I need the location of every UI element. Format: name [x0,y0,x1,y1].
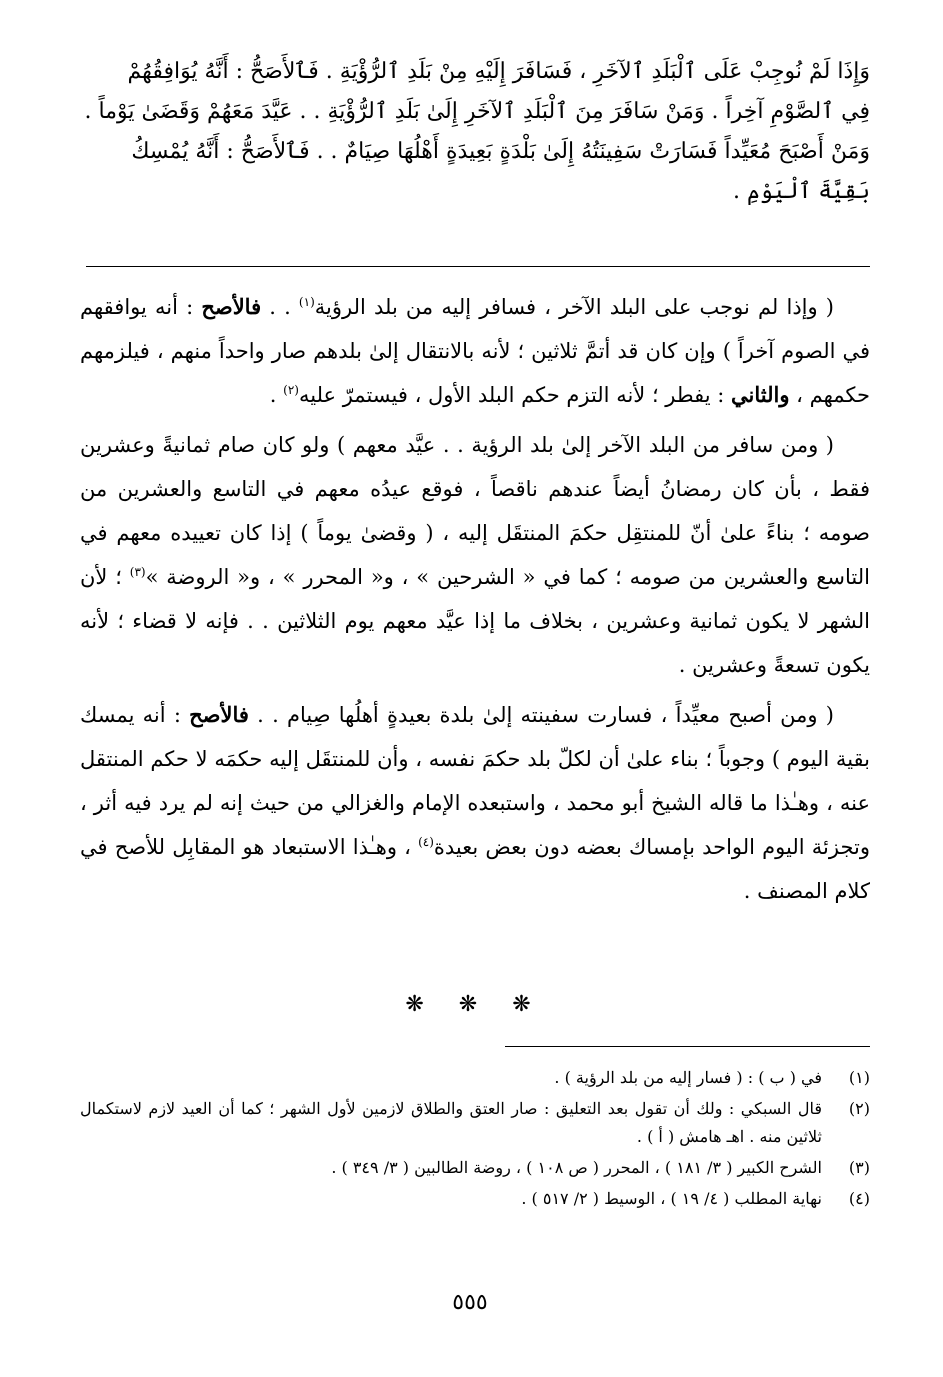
footnote-number: (١) [848,1068,870,1087]
footnote-ref-1[interactable]: (١) [298,295,315,309]
footnotes [80,1064,870,1216]
bold-term: والثاني [731,382,790,407]
main-text-line-3: وَمَنْ أَصْبَحَ مُعَيِّداً فَسَارَتْ سَفِينَتُهُ إِلَىٰ بَلْدَةٍ بَعِيدَةٍ أَهْلُهَا صِيَامٌ . . فَٱلأَصَحُّ : أَنَّهُ يُمْسِكُ [131,139,870,164]
commentary-paragraph-1 [80,285,870,417]
main-text-line-4: بَقِيَّةَ ٱلْيَوْمِ . [733,179,870,204]
text-span: ( ومن سافر من البلد الآخر إلىٰ بلد الرؤية . . عيَّد معهم ) ولو كان صام ثمانيةً وعشرين فقط ، بأن كان رمضانُ أيضاً عندهم ناقصاً ، فوقع عيدُه معهم في التاسع والعشرين من صومه ؛ بناءً علىٰ أنّ للمنتقِل حكمَ المنتقَل إليه ، ( وقضىٰ يوماً ) إذا كان تعييده معهم في التاسع والعشرين من صومه ؛ كما في « الشرحين » ، و« المحرر » ، و« الروضة » [80,433,870,589]
footnote-3 [80,1154,870,1182]
text-span: : أنه يمسك بقية اليوم ) وجوباً ؛ بناء علىٰ أن لكلّ بلد حكمَ نفسه ، وأن للمنتقَل إليه حكمَه لا حكم المنتقل عنه ، وهـٰذا ما قاله الشيخ أبو محمد ، واستبعده الإمام والغزالي من حيث إنه لم يرد فيه أثر ، وتجزئة اليوم الواحد بإمساك بعضه دون بعض بعيدة [80,703,870,859]
footnote-text: في ( ب ) : ( فسار إليه من بلد الرؤية ) . [554,1068,822,1087]
main-text-line-1: وَإِذَا لَمْ نُوجِبْ عَلَى ٱلْبَلَدِ ٱلآخَرِ ، فَسَافَرَ إِلَيْهِ مِنْ بَلَدِ ٱلرُّؤْيَةِ . فَٱلأَصَحُّ : أَنَّهُ يُوَافِقُهُمْ [127,59,870,84]
footnote-number: (٢) [848,1099,870,1118]
text-span: ( وإذا لم نوجب على البلد الآخر ، فسافر إليه من بلد الرؤية [314,295,834,319]
text-span: : أنه يوافقهم في الصوم آخراً ) وإن كان قد أتمَّ ثلاثين ؛ لأنه بالانتقال إلىٰ بلدهم صار واحداً منهم ، فيلزمهم حكمهم ، [80,295,870,407]
footnote-ref-4[interactable]: (٤) [418,835,434,849]
bold-term: فالأصح [201,294,262,319]
page-number: ٥٥٥ [452,1290,488,1315]
footnote-ref-2[interactable]: (٢) [283,383,299,397]
text-span: : يفطر ؛ لأنه التزم حكم البلد الأول ، فيستمرّ عليه [298,383,732,407]
commentary-paragraph-2 [80,423,870,687]
footnote-4 [80,1185,870,1213]
footnote-2 [80,1095,870,1151]
footnote-text: قال السبكي : ولك أن تقول بعد التعليق : صار العتق والطلاق لازمين لأول الشهر ؛ كما أن العيد لازم لاستكمال ثلاثين منه . اهـ هامش ( أ ) . [80,1099,823,1146]
bold-term: فالأصح [189,702,249,727]
main-text-line-2: فِي ٱلصَّوْمِ آخِراً . وَمَنْ سَافَرَ مِنَ ٱلْبَلَدِ ٱلآخَرِ إِلَىٰ بَلَدِ ٱلرُّؤْيَةِ . . عَيَّدَ مَعَهُمْ وَقَضَىٰ يَوْماً . [84,99,870,124]
commentary-divider [86,266,870,267]
commentary-paragraph-3 [80,693,870,913]
text-span: ؛ لأن الشهر لا يكون ثمانية وعشرين ، بخلاف ما إذا عيَّد معهم يوم الثلاثين . . فإنه لا قضاء ؛ لأنه يكون تسعةً وعشرين . [80,565,870,677]
section-separator-stars: ❋ ❋ ❋ [405,992,545,1017]
footnote-ref-3[interactable]: (٣) [129,565,146,579]
footnote-text: الشرح الكبير ( ٣/ ١٨١ ) ، المحرر ( ص ١٠٨ ) ، روضة الطالبين ( ٣/ ٣٤٩ ) . [331,1158,822,1177]
main-text [80,52,870,212]
text-span: ( ومن أصبح معيِّداً ، فسارت سفينته إلىٰ بلدة بعيدةٍ أهلُها صِيام . . [248,703,834,727]
commentary [80,285,870,919]
text-span: . [269,383,284,407]
text-span: . . [261,295,299,319]
footnote-1 [80,1064,870,1092]
text-span: ، وهـٰذا الاستبعاد هو المقابِل للأصح في كلام المصنف . [80,835,870,903]
footnote-number: (٣) [848,1158,870,1177]
footnote-number: (٤) [848,1189,870,1208]
footnote-divider [505,1046,870,1047]
footnote-text: نهاية المطلب ( ٤/ ١٩ ) ، الوسيط ( ٢/ ٥١٧ ) . [521,1189,822,1208]
